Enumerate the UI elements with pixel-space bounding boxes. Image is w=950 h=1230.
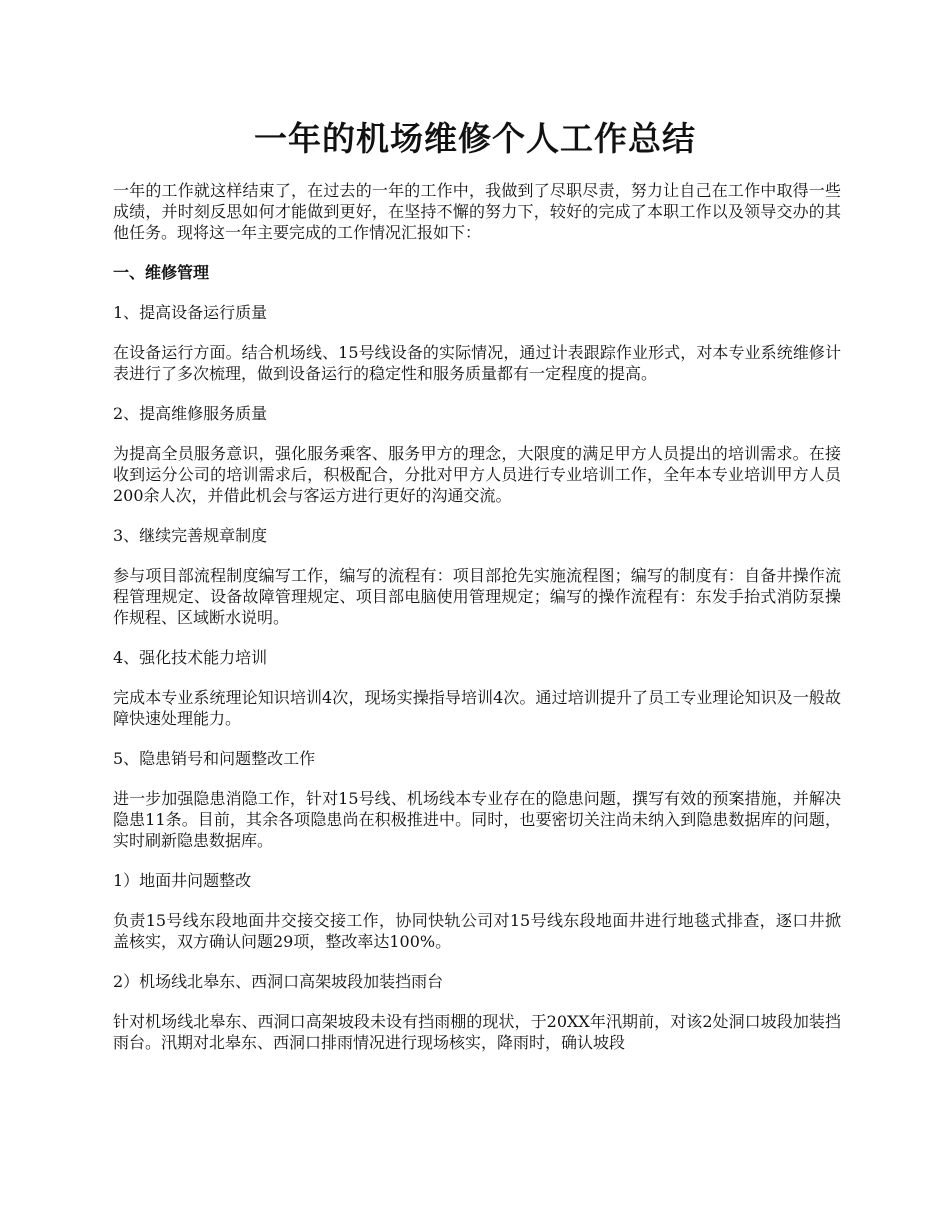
item-paragraph: 为提高全员服务意识，强化服务乘客、服务甲方的理念，大限度的满足甲方人员提出的培训需求。在接收到运分公司的培训需求后，积极配合，分批对甲方人员进行专业培训工作，全年本专业培训甲方人员200余人次，并借此机会与客运方进行更好的沟通交流。: [113, 444, 841, 505]
subitem-paragraph: 针对机场线北皋东、西洞口高架坡段未设有挡雨棚的现状，于20XX年汛期前，对该2处洞口坡段加装挡雨台。汛期对北皋东、西洞口排雨情况进行现场核实，降雨时，确认坡段: [113, 1012, 841, 1052]
item-heading: 2、提高维修服务质量: [113, 404, 268, 423]
item-paragraph: 完成本专业系统理论知识培训4次，现场实操指导培训4次。通过培训提升了员工专业理论知识及一般故障快速处理能力。: [113, 688, 841, 728]
item-paragraph: 进一步加强隐患消隐工作，针对15号线、机场线本专业存在的隐患问题，撰写有效的预案措施，并解决隐患11条。目前，其余各项隐患尚在积极推进中。同时，也要密切关注尚未纳入到隐患数据库的问题，实时刷新隐患数据库。: [113, 789, 841, 850]
item-heading: 4、强化技术能力培训: [113, 648, 268, 667]
subitem-heading: 1）地面井问题整改: [113, 871, 252, 890]
intro-paragraph: 一年的工作就这样结束了，在过去的一年的工作中，我做到了尽职尽责，努力让自己在工作中取得一些成绩，并时刻反思如何才能做到更好，在坚持不懈的努力下，较好的完成了本职工作以及领导交办的其他任务。现将这一年主要完成的工作情况汇报如下：: [113, 181, 841, 242]
document-body: [113, 180, 841, 1072]
item-heading: 5、隐患销号和问题整改工作: [113, 749, 316, 768]
subitem-heading: 2）机场线北皋东、西洞口高架坡段加装挡雨台: [113, 972, 444, 991]
item-paragraph: 在设备运行方面。结合机场线、15号线设备的实际情况，通过计表跟踪作业形式，对本专业系统维修计表进行了多次梳理，做到设备运行的稳定性和服务质量都有一定程度的提高。: [113, 343, 841, 383]
page-title: 一年的机场维修个人工作总结: [254, 119, 696, 158]
section-heading-maintenance: 一、维修管理: [113, 263, 210, 282]
item-heading: 3、继续完善规章制度: [113, 526, 268, 545]
item-paragraph: 参与项目部流程制度编写工作，编写的流程有：项目部抢先实施流程图；编写的制度有：自备井操作流程管理规定、设备故障管理规定、项目部电脑使用管理规定；编写的操作流程有：东发手抬式消防泵操作规程、区域断水说明。: [113, 566, 841, 627]
subitem-paragraph: 负责15号线东段地面井交接交接工作，协同快轨公司对15号线东段地面井进行地毯式排查，逐口井掀盖核实，双方确认问题29项，整改率达100%。: [113, 911, 841, 951]
item-heading: 1、提高设备运行质量: [113, 303, 268, 322]
